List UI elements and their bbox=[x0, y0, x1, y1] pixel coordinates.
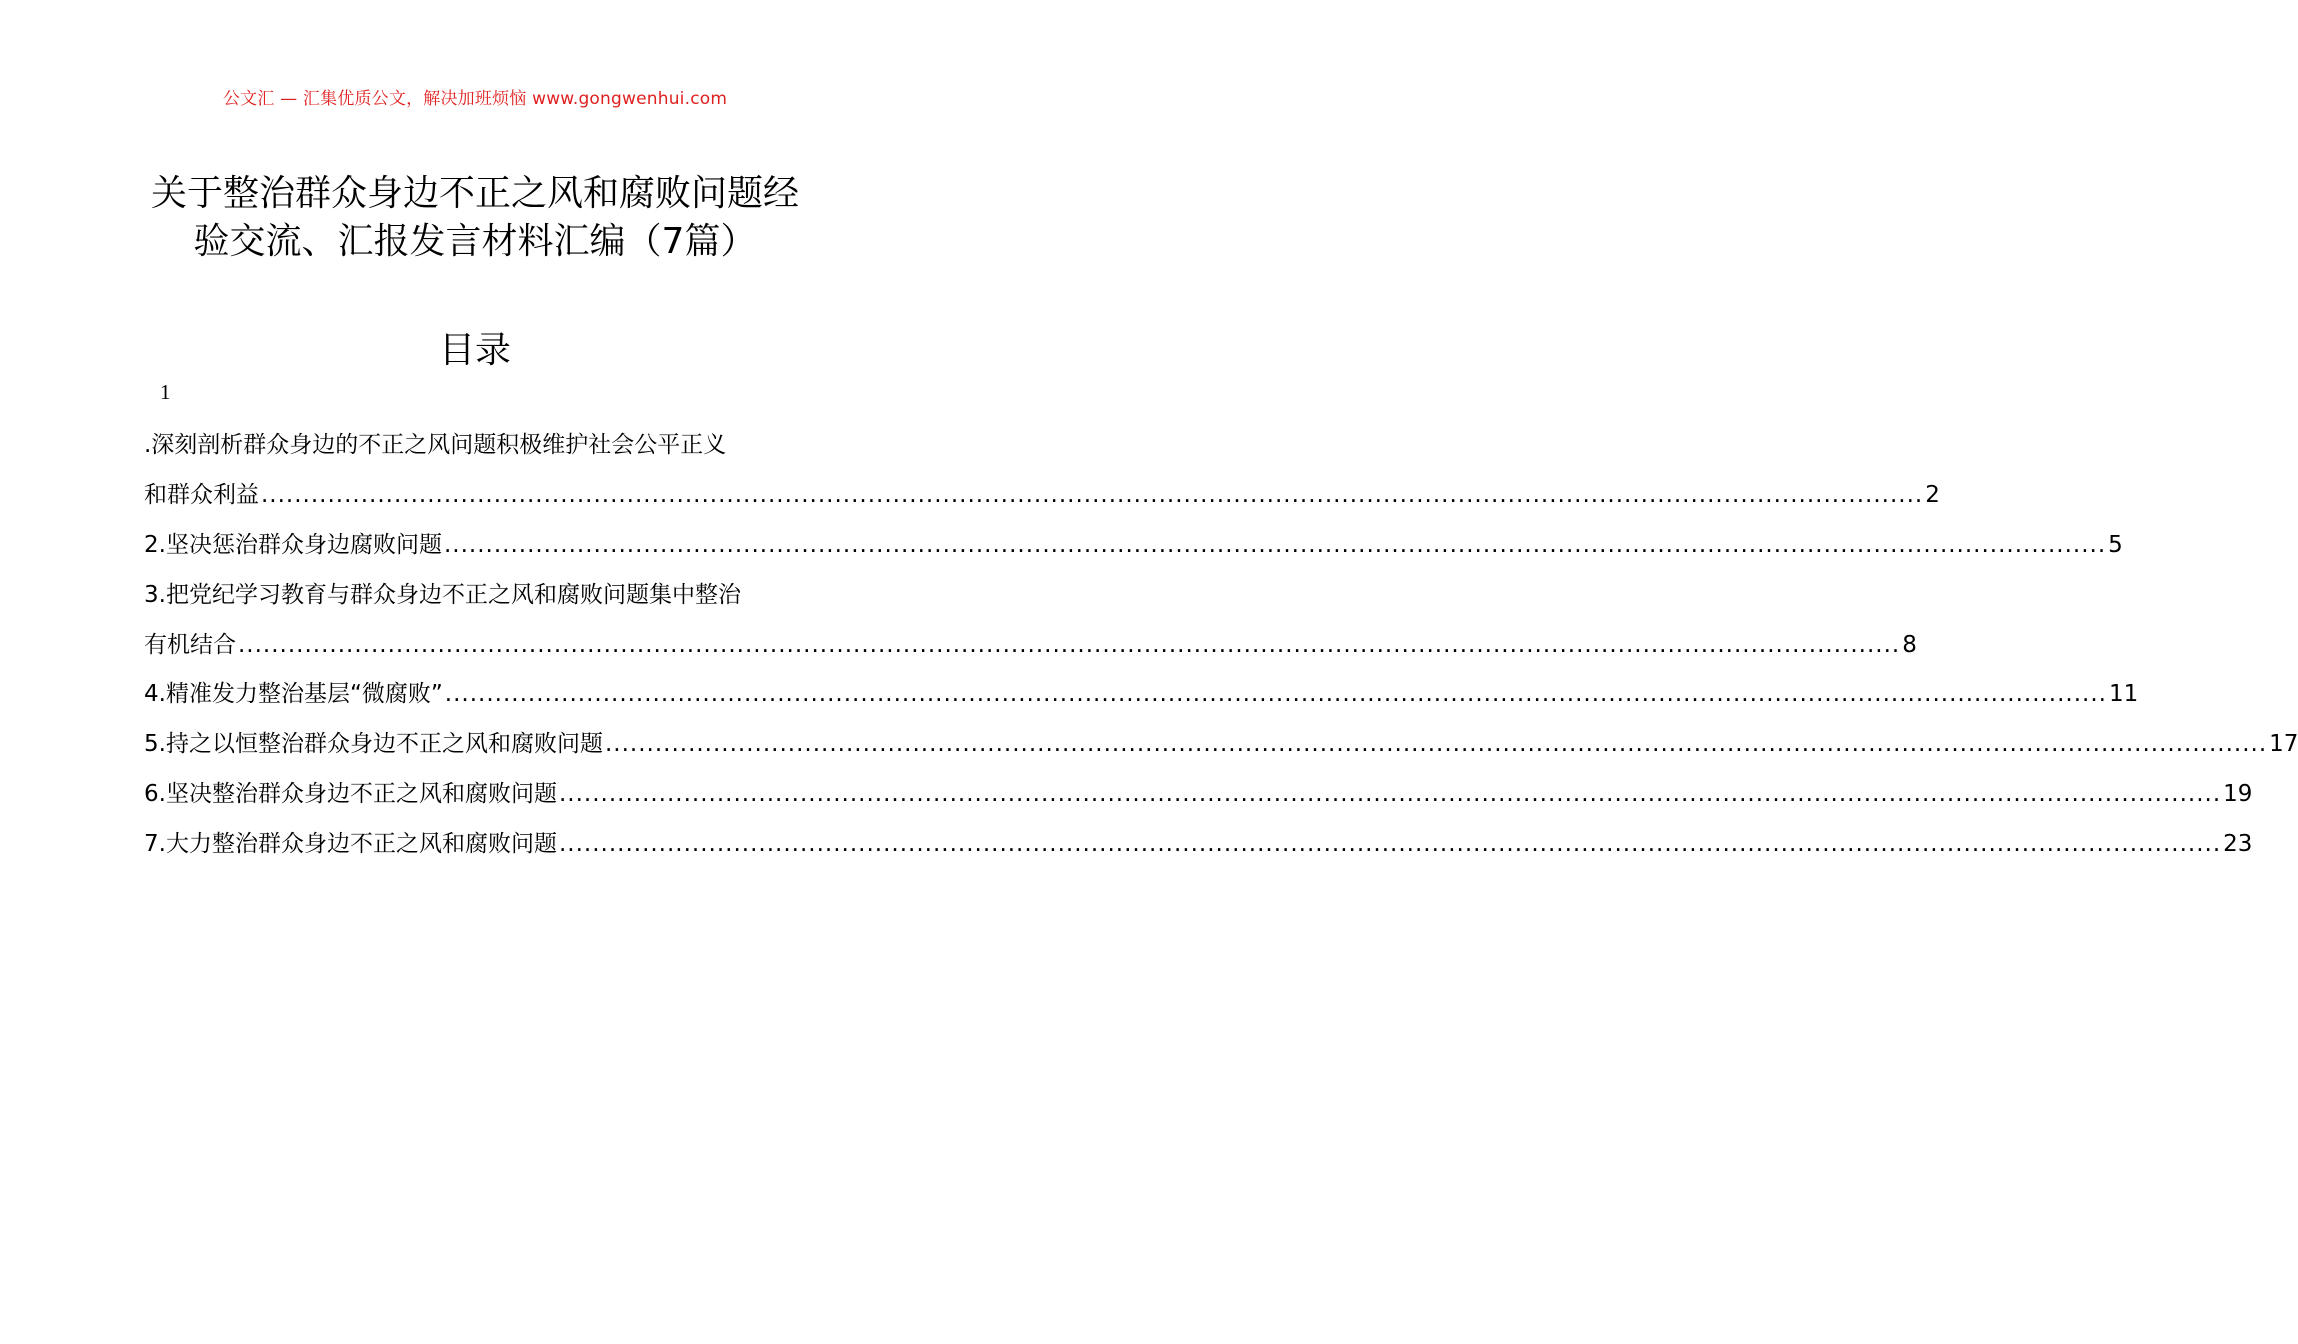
toc-entry-text: 和群众利益 bbox=[144, 482, 259, 508]
toc-page-number: 19 bbox=[2223, 781, 2253, 807]
toc-entry-text: 5.持之以恒整治群众身边不正之风和腐败问题 bbox=[144, 731, 603, 757]
toc-leader-dots: ........................................................................................................................................................................................................ bbox=[558, 781, 2222, 807]
toc-entry-text: 有机结合 bbox=[144, 632, 236, 658]
toc-entry-text: 6.坚决整治群众身边不正之风和腐败问题 bbox=[144, 781, 557, 807]
toc-entry-3-line-1[interactable]: 3.把党纪学习教育与群众身边不正之风和腐败问题集中整治 bbox=[144, 582, 741, 608]
toc-entry-3[interactable] bbox=[144, 628, 1917, 662]
toc-entry-text: 7.大力整治群众身边不正之风和腐败问题 bbox=[144, 831, 557, 857]
toc-leader-dots: ........................................................................................................................................................................................................ bbox=[558, 831, 2222, 857]
toc-page-number: 17 bbox=[2269, 731, 2298, 757]
title-line-1: 关于整治群众身边不正之风和腐败问题经 bbox=[150, 173, 799, 214]
toc-leader-dots: ........................................................................................................................................................................................................ bbox=[444, 681, 2107, 707]
toc-page-number: 8 bbox=[1902, 632, 1917, 658]
title-line-2: 验交流、汇报发言材料汇编（7篇） bbox=[193, 221, 757, 262]
toc-entry-6[interactable] bbox=[144, 777, 2253, 811]
toc-page-number: 23 bbox=[2223, 831, 2253, 857]
toc-page-number: 2 bbox=[1925, 482, 1940, 508]
toc-entry-2[interactable] bbox=[144, 528, 2123, 562]
document-title bbox=[120, 170, 830, 266]
toc-entry-text: 2.坚决惩治群众身边腐败问题 bbox=[144, 532, 442, 558]
toc-leader-dots: ........................................................................................................................................................................................................ bbox=[261, 482, 1924, 508]
toc-entry-5[interactable] bbox=[144, 727, 2298, 761]
toc-entry-4[interactable] bbox=[144, 677, 2139, 711]
toc-heading: 目录 bbox=[438, 330, 511, 371]
toc-page-number: 11 bbox=[2109, 681, 2139, 707]
toc-entry-7[interactable] bbox=[144, 827, 2253, 861]
toc-entry-text: 4.精准发力整治基层“微腐败” bbox=[144, 681, 443, 707]
toc-first-number: 1 bbox=[160, 380, 171, 404]
toc-page-number: 5 bbox=[2108, 532, 2123, 558]
toc-leader-dots: ........................................................................................................................................................................................................ bbox=[443, 532, 2107, 558]
site-header-banner: 公文汇 — 汇集优质公文，解决加班烦恼 www.gongwenhui.com bbox=[222, 89, 728, 109]
toc-entry-1[interactable] bbox=[144, 478, 1940, 512]
toc-leader-dots: ........................................................................................................................................................................................................ bbox=[604, 731, 2268, 757]
toc-entry-1-line-1[interactable]: .深刻剖析群众身边的不正之风问题积极维护社会公平正义 bbox=[144, 432, 727, 458]
toc-leader-dots: ........................................................................................................................................................................................................ bbox=[238, 632, 1901, 658]
